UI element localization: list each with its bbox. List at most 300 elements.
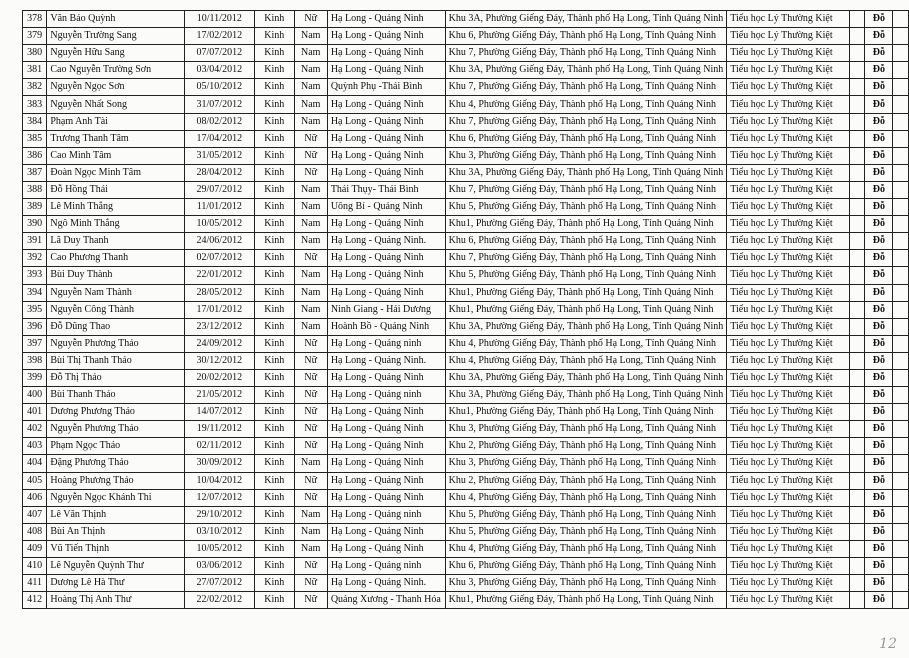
- blank-cell: [893, 250, 909, 267]
- blank-cell: [893, 147, 909, 164]
- table-row: [23, 79, 909, 96]
- birth-date: 03/06/2012: [184, 558, 254, 575]
- table-row: [23, 352, 909, 369]
- ethnicity: Kinh: [254, 233, 294, 250]
- birth-date: 14/07/2012: [184, 404, 254, 421]
- blank-cell: [893, 318, 909, 335]
- birth-date: 24/06/2012: [184, 233, 254, 250]
- gender: Nữ: [294, 130, 327, 147]
- result: Đỗ: [865, 233, 893, 250]
- address: Khu1, Phường Giếng Đáy, Thành phố Hạ Long, Tỉnh Quảng Ninh: [445, 284, 727, 301]
- result: Đỗ: [865, 352, 893, 369]
- blank-cell: [893, 575, 909, 592]
- gender: Nam: [294, 523, 327, 540]
- row-number: 396: [23, 318, 47, 335]
- gender: Nữ: [294, 438, 327, 455]
- table-row: [23, 318, 909, 335]
- row-number: 401: [23, 404, 47, 421]
- birth-date: 23/12/2012: [184, 318, 254, 335]
- school: Tiểu học Lý Thường Kiệt: [727, 216, 850, 233]
- student-name: Đỗ Thị Thảo: [47, 369, 184, 386]
- birthplace: Hạ Long - Quảng Ninh: [327, 130, 445, 147]
- row-number: 412: [23, 592, 47, 609]
- ethnicity: Kinh: [254, 267, 294, 284]
- birth-date: 27/07/2012: [184, 575, 254, 592]
- result: Đỗ: [865, 404, 893, 421]
- address: Khu 3A, Phường Giếng Đáy, Thành phố Hạ Long, Tỉnh Quảng Ninh: [445, 62, 727, 79]
- gender: Nam: [294, 181, 327, 198]
- birthplace: Ninh Giang - Hải Dương: [327, 301, 445, 318]
- table-row: [23, 404, 909, 421]
- blank-cell: [849, 96, 865, 113]
- table-row: [23, 301, 909, 318]
- school: Tiểu học Lý Thường Kiệt: [727, 147, 850, 164]
- ethnicity: Kinh: [254, 199, 294, 216]
- blank-cell: [849, 489, 865, 506]
- student-name: Bùi Thị Thanh Thảo: [47, 352, 184, 369]
- birth-date: 10/05/2012: [184, 216, 254, 233]
- student-name: Nguyễn Ngọc Khánh Thi: [47, 489, 184, 506]
- table-row: [23, 369, 909, 386]
- birthplace: Hạ Long - Quảng Ninh: [327, 147, 445, 164]
- ethnicity: Kinh: [254, 592, 294, 609]
- result: Đỗ: [865, 284, 893, 301]
- student-name: Cao Nguyễn Trường Sơn: [47, 62, 184, 79]
- row-number: 406: [23, 489, 47, 506]
- birth-date: 24/09/2012: [184, 335, 254, 352]
- birthplace: Quảng Xương - Thanh Hóa: [327, 592, 445, 609]
- result: Đỗ: [865, 540, 893, 557]
- school: Tiểu học Lý Thường Kiệt: [727, 318, 850, 335]
- row-number: 382: [23, 79, 47, 96]
- row-number: 380: [23, 45, 47, 62]
- result: Đỗ: [865, 130, 893, 147]
- address: Khu 7, Phường Giếng Đáy, Thành phố Hạ Long, Tỉnh Quảng Ninh: [445, 113, 727, 130]
- student-name: Phạm Anh Tài: [47, 113, 184, 130]
- blank-cell: [849, 28, 865, 45]
- row-number: 410: [23, 558, 47, 575]
- result: Đỗ: [865, 181, 893, 198]
- table-row: [23, 540, 909, 557]
- blank-cell: [893, 421, 909, 438]
- table-row: [23, 335, 909, 352]
- address: Khu 4, Phường Giếng Đáy, Thành phố Hạ Long, Tỉnh Quảng Ninh: [445, 96, 727, 113]
- row-number: 408: [23, 523, 47, 540]
- row-number: 405: [23, 472, 47, 489]
- gender: Nam: [294, 318, 327, 335]
- row-number: 391: [23, 233, 47, 250]
- birth-date: 02/11/2012: [184, 438, 254, 455]
- ethnicity: Kinh: [254, 181, 294, 198]
- ethnicity: Kinh: [254, 284, 294, 301]
- gender: Nữ: [294, 558, 327, 575]
- table-row: [23, 62, 909, 79]
- blank-cell: [893, 335, 909, 352]
- birth-date: 22/02/2012: [184, 592, 254, 609]
- ethnicity: Kinh: [254, 45, 294, 62]
- address: Khu 7, Phường Giếng Đáy, Thành phố Hạ Long, Tỉnh Quảng Ninh: [445, 45, 727, 62]
- address: Khu1, Phường Giếng Đáy, Thành phố Hạ Long, Tỉnh Quảng Ninh: [445, 404, 727, 421]
- gender: Nữ: [294, 352, 327, 369]
- row-number: 395: [23, 301, 47, 318]
- school: Tiểu học Lý Thường Kiệt: [727, 369, 850, 386]
- school: Tiểu học Lý Thường Kiệt: [727, 404, 850, 421]
- blank-cell: [849, 472, 865, 489]
- birthplace: Hạ Long - Quảng Ninh: [327, 62, 445, 79]
- birthplace: Hạ Long - Quảng ninh: [327, 558, 445, 575]
- table-row: [23, 164, 909, 181]
- result: Đỗ: [865, 438, 893, 455]
- page-number: 12: [879, 636, 897, 652]
- school: Tiểu học Lý Thường Kiệt: [727, 352, 850, 369]
- address: Khu 3A, Phường Giếng Đáy, Thành phố Hạ Long, Tỉnh Quảng Ninh: [445, 387, 727, 404]
- address: Khu 3A, Phường Giếng Đáy, Thành phố Hạ Long, Tỉnh Quảng Ninh: [445, 11, 727, 28]
- blank-cell: [893, 489, 909, 506]
- birth-date: 20/02/2012: [184, 369, 254, 386]
- blank-cell: [849, 199, 865, 216]
- school: Tiểu học Lý Thường Kiệt: [727, 472, 850, 489]
- school: Tiểu học Lý Thường Kiệt: [727, 387, 850, 404]
- gender: Nữ: [294, 489, 327, 506]
- result: Đỗ: [865, 489, 893, 506]
- address: Khu 2, Phường Giếng Đáy, Thành phố Hạ Long, Tỉnh Quảng Ninh: [445, 472, 727, 489]
- student-name: Nguyễn Phương Thảo: [47, 335, 184, 352]
- table-row: [23, 28, 909, 45]
- gender: Nam: [294, 96, 327, 113]
- blank-cell: [849, 181, 865, 198]
- result: Đỗ: [865, 301, 893, 318]
- student-name: Vũ Tiến Thịnh: [47, 540, 184, 557]
- ethnicity: Kinh: [254, 318, 294, 335]
- school: Tiểu học Lý Thường Kiệt: [727, 250, 850, 267]
- address: Khu 7, Phường Giếng Đáy, Thành phố Hạ Long, Tỉnh Quảng Ninh: [445, 250, 727, 267]
- student-name: Nguyễn Trường Sang: [47, 28, 184, 45]
- birthplace: Quỳnh Phụ -Thái Bình: [327, 79, 445, 96]
- birthplace: Hạ Long - Quảng ninh: [327, 506, 445, 523]
- school: Tiểu học Lý Thường Kiệt: [727, 455, 850, 472]
- row-number: 381: [23, 62, 47, 79]
- blank-cell: [849, 164, 865, 181]
- ethnicity: Kinh: [254, 301, 294, 318]
- row-number: 385: [23, 130, 47, 147]
- table-row: [23, 45, 909, 62]
- birthplace: Uông Bí - Quảng Ninh: [327, 199, 445, 216]
- blank-cell: [849, 301, 865, 318]
- student-name: Lê Minh Thắng: [47, 199, 184, 216]
- birthplace: Hạ Long - Quảng ninh: [327, 335, 445, 352]
- table-row: [23, 387, 909, 404]
- blank-cell: [893, 301, 909, 318]
- result: Đỗ: [865, 96, 893, 113]
- blank-cell: [893, 62, 909, 79]
- ethnicity: Kinh: [254, 472, 294, 489]
- table-row: [23, 199, 909, 216]
- address: Khu 6, Phường Giếng Đáy, Thành phố Hạ Long, Tỉnh Quảng Ninh: [445, 28, 727, 45]
- gender: Nam: [294, 506, 327, 523]
- birth-date: 11/01/2012: [184, 199, 254, 216]
- gender: Nam: [294, 79, 327, 96]
- gender: Nữ: [294, 592, 327, 609]
- birthplace: Thái Thụy- Thái Bình: [327, 181, 445, 198]
- school: Tiểu học Lý Thường Kiệt: [727, 181, 850, 198]
- blank-cell: [893, 352, 909, 369]
- ethnicity: Kinh: [254, 28, 294, 45]
- blank-cell: [893, 11, 909, 28]
- blank-cell: [849, 438, 865, 455]
- ethnicity: Kinh: [254, 455, 294, 472]
- blank-cell: [893, 369, 909, 386]
- result: Đỗ: [865, 523, 893, 540]
- gender: Nữ: [294, 404, 327, 421]
- address: Khu 3A, Phường Giếng Đáy, Thành phố Hạ Long, Tỉnh Quảng Ninh: [445, 318, 727, 335]
- birth-date: 10/04/2012: [184, 472, 254, 489]
- table-row: [23, 250, 909, 267]
- result: Đỗ: [865, 199, 893, 216]
- table-row: [23, 284, 909, 301]
- birthplace: Hạ Long - Quảng Ninh: [327, 489, 445, 506]
- ethnicity: Kinh: [254, 558, 294, 575]
- gender: Nam: [294, 267, 327, 284]
- birthplace: Hạ Long - Quảng Ninh: [327, 472, 445, 489]
- birthplace: Hạ Long - Quảng Ninh.: [327, 575, 445, 592]
- row-number: 389: [23, 199, 47, 216]
- row-number: 397: [23, 335, 47, 352]
- birthplace: Hạ Long - Quảng Ninh: [327, 404, 445, 421]
- table-row: [23, 11, 909, 28]
- student-name: Đỗ Dũng Thao: [47, 318, 184, 335]
- ethnicity: Kinh: [254, 540, 294, 557]
- blank-cell: [849, 575, 865, 592]
- student-name: Cao Minh Tâm: [47, 147, 184, 164]
- address: Khu 4, Phường Giếng Đáy, Thành phố Hạ Long, Tỉnh Quảng Ninh: [445, 352, 727, 369]
- birth-date: 08/02/2012: [184, 113, 254, 130]
- address: Khu 2, Phường Giếng Đáy, Thành phố Hạ Long, Tỉnh Quảng Ninh: [445, 438, 727, 455]
- school: Tiểu học Lý Thường Kiệt: [727, 62, 850, 79]
- row-number: 388: [23, 181, 47, 198]
- row-number: 378: [23, 11, 47, 28]
- ethnicity: Kinh: [254, 404, 294, 421]
- student-name: Ngô Minh Thắng: [47, 216, 184, 233]
- gender: Nam: [294, 284, 327, 301]
- birthplace: Hạ Long - Quảng Ninh: [327, 164, 445, 181]
- result: Đỗ: [865, 558, 893, 575]
- ethnicity: Kinh: [254, 11, 294, 28]
- table-row: [23, 455, 909, 472]
- address: Khu 4, Phường Giếng Đáy, Thành phố Hạ Long, Tỉnh Quảng Ninh: [445, 335, 727, 352]
- gender: Nữ: [294, 472, 327, 489]
- row-number: 407: [23, 506, 47, 523]
- result: Đỗ: [865, 147, 893, 164]
- address: Khu 3A, Phường Giếng Đáy, Thành phố Hạ Long, Tỉnh Quảng Ninh: [445, 369, 727, 386]
- school: Tiểu học Lý Thường Kiệt: [727, 199, 850, 216]
- row-number: 399: [23, 369, 47, 386]
- school: Tiểu học Lý Thường Kiệt: [727, 164, 850, 181]
- blank-cell: [849, 284, 865, 301]
- address: Khu1, Phường Giếng Đáy, Thành phố Hạ Long, Tỉnh Quảng Ninh: [445, 301, 727, 318]
- student-name: Đặng Phương Thảo: [47, 455, 184, 472]
- school: Tiểu học Lý Thường Kiệt: [727, 267, 850, 284]
- gender: Nam: [294, 28, 327, 45]
- blank-cell: [893, 404, 909, 421]
- student-name: Nguyễn Ngọc Sơn: [47, 79, 184, 96]
- birthplace: Hạ Long - Quảng Ninh: [327, 11, 445, 28]
- student-name: Bùi An Thịnh: [47, 523, 184, 540]
- birthplace: Hạ Long - Quảng Ninh.: [327, 352, 445, 369]
- blank-cell: [893, 472, 909, 489]
- birth-date: 30/09/2012: [184, 455, 254, 472]
- student-name: Nguyễn Nhất Song: [47, 96, 184, 113]
- birthplace: Hạ Long - Quảng ninh: [327, 387, 445, 404]
- blank-cell: [849, 79, 865, 96]
- table-row: [23, 421, 909, 438]
- student-name: Nguyễn Công Thành: [47, 301, 184, 318]
- result: Đỗ: [865, 250, 893, 267]
- result: Đỗ: [865, 113, 893, 130]
- result: Đỗ: [865, 164, 893, 181]
- table-row: [23, 472, 909, 489]
- blank-cell: [849, 540, 865, 557]
- row-number: 383: [23, 96, 47, 113]
- gender: Nam: [294, 199, 327, 216]
- student-name: Đoàn Ngọc Minh Tâm: [47, 164, 184, 181]
- table-row: [23, 130, 909, 147]
- blank-cell: [849, 387, 865, 404]
- ethnicity: Kinh: [254, 130, 294, 147]
- gender: Nữ: [294, 421, 327, 438]
- blank-cell: [849, 147, 865, 164]
- student-name: Hoàng Thị Anh Thư: [47, 592, 184, 609]
- blank-cell: [849, 267, 865, 284]
- student-name: Trương Thanh Tâm: [47, 130, 184, 147]
- blank-cell: [849, 455, 865, 472]
- school: Tiểu học Lý Thường Kiệt: [727, 28, 850, 45]
- address: Khu 5, Phường Giếng Đáy, Thành phố Hạ Long, Tỉnh Quảng Ninh: [445, 523, 727, 540]
- result: Đỗ: [865, 455, 893, 472]
- birth-date: 29/10/2012: [184, 506, 254, 523]
- blank-cell: [849, 369, 865, 386]
- result: Đỗ: [865, 387, 893, 404]
- birthplace: Hạ Long - Quảng Ninh: [327, 267, 445, 284]
- address: Khu 7, Phường Giếng Đáy, Thành phố Hạ Long, Tỉnh Quảng Ninh: [445, 79, 727, 96]
- blank-cell: [893, 199, 909, 216]
- student-list-table: [22, 10, 909, 609]
- blank-cell: [893, 455, 909, 472]
- blank-cell: [893, 79, 909, 96]
- result: Đỗ: [865, 11, 893, 28]
- birth-date: 31/05/2012: [184, 147, 254, 164]
- ethnicity: Kinh: [254, 147, 294, 164]
- result: Đỗ: [865, 216, 893, 233]
- row-number: 393: [23, 267, 47, 284]
- result: Đỗ: [865, 267, 893, 284]
- ethnicity: Kinh: [254, 113, 294, 130]
- birthplace: Hạ Long - Quảng Ninh.: [327, 233, 445, 250]
- row-number: 394: [23, 284, 47, 301]
- ethnicity: Kinh: [254, 335, 294, 352]
- gender: Nữ: [294, 250, 327, 267]
- birthplace: Hạ Long - Quảng Ninh: [327, 216, 445, 233]
- address: Khu 6, Phường Giếng Đáy, Thành phố Hạ Long, Tỉnh Quảng Ninh: [445, 558, 727, 575]
- school: Tiểu học Lý Thường Kiệt: [727, 506, 850, 523]
- table-row: [23, 96, 909, 113]
- blank-cell: [849, 62, 865, 79]
- blank-cell: [849, 250, 865, 267]
- blank-cell: [849, 113, 865, 130]
- row-number: 390: [23, 216, 47, 233]
- student-name: Đỗ Hồng Thái: [47, 181, 184, 198]
- birth-date: 07/07/2012: [184, 45, 254, 62]
- birthplace: Hạ Long - Quảng Ninh: [327, 523, 445, 540]
- ethnicity: Kinh: [254, 369, 294, 386]
- school: Tiểu học Lý Thường Kiệt: [727, 301, 850, 318]
- blank-cell: [849, 11, 865, 28]
- address: Khu 5, Phường Giếng Đáy, Thành phố Hạ Long, Tỉnh Quảng Ninh: [445, 267, 727, 284]
- school: Tiểu học Lý Thường Kiệt: [727, 96, 850, 113]
- student-name: Bùi Thanh Thảo: [47, 387, 184, 404]
- birthplace: Hạ Long - Quảng Ninh: [327, 455, 445, 472]
- school: Tiểu học Lý Thường Kiệt: [727, 558, 850, 575]
- birth-date: 31/07/2012: [184, 96, 254, 113]
- blank-cell: [893, 130, 909, 147]
- gender: Nam: [294, 113, 327, 130]
- address: Khu 3A, Phường Giếng Đáy, Thành phố Hạ Long, Tỉnh Quảng Ninh: [445, 164, 727, 181]
- birth-date: 05/10/2012: [184, 79, 254, 96]
- result: Đỗ: [865, 506, 893, 523]
- birthplace: Hạ Long - Quảng Ninh: [327, 438, 445, 455]
- row-number: 379: [23, 28, 47, 45]
- birthplace: Hạ Long - Quảng Ninh: [327, 369, 445, 386]
- gender: Nam: [294, 233, 327, 250]
- blank-cell: [893, 523, 909, 540]
- school: Tiểu học Lý Thường Kiệt: [727, 45, 850, 62]
- row-number: 398: [23, 352, 47, 369]
- table-row: [23, 216, 909, 233]
- ethnicity: Kinh: [254, 352, 294, 369]
- ethnicity: Kinh: [254, 62, 294, 79]
- table-row: [23, 233, 909, 250]
- birth-date: 28/05/2012: [184, 284, 254, 301]
- student-name: Dương Phương Thảo: [47, 404, 184, 421]
- school: Tiểu học Lý Thường Kiệt: [727, 592, 850, 609]
- row-number: 392: [23, 250, 47, 267]
- address: Khu 5, Phường Giếng Đáy, Thành phố Hạ Long, Tỉnh Quảng Ninh: [445, 506, 727, 523]
- student-name: Lê Văn Thịnh: [47, 506, 184, 523]
- table-row: [23, 558, 909, 575]
- gender: Nữ: [294, 387, 327, 404]
- blank-cell: [893, 45, 909, 62]
- blank-cell: [893, 284, 909, 301]
- birthplace: Hạ Long - Quảng Ninh: [327, 284, 445, 301]
- address: Khu1, Phường Giếng Đáy, Thành phố Hạ Long, Tỉnh Quảng Ninh: [445, 592, 727, 609]
- student-name: Phạm Ngọc Thảo: [47, 438, 184, 455]
- table-row: [23, 592, 909, 609]
- blank-cell: [849, 592, 865, 609]
- birth-date: 03/04/2012: [184, 62, 254, 79]
- school: Tiểu học Lý Thường Kiệt: [727, 575, 850, 592]
- blank-cell: [893, 216, 909, 233]
- gender: Nữ: [294, 164, 327, 181]
- gender: Nam: [294, 62, 327, 79]
- gender: Nữ: [294, 575, 327, 592]
- row-number: 404: [23, 455, 47, 472]
- student-name: Văn Bảo Quỳnh: [47, 11, 184, 28]
- address: Khu 3, Phường Giếng Đáy, Thành phố Hạ Long, Tỉnh Quảng Ninh: [445, 455, 727, 472]
- table-body: [23, 11, 909, 609]
- gender: Nữ: [294, 369, 327, 386]
- school: Tiểu học Lý Thường Kiệt: [727, 489, 850, 506]
- address: Khu 6, Phường Giếng Đáy, Thành phố Hạ Long, Tỉnh Quảng Ninh: [445, 233, 727, 250]
- birthplace: Hạ Long - Quảng Ninh: [327, 113, 445, 130]
